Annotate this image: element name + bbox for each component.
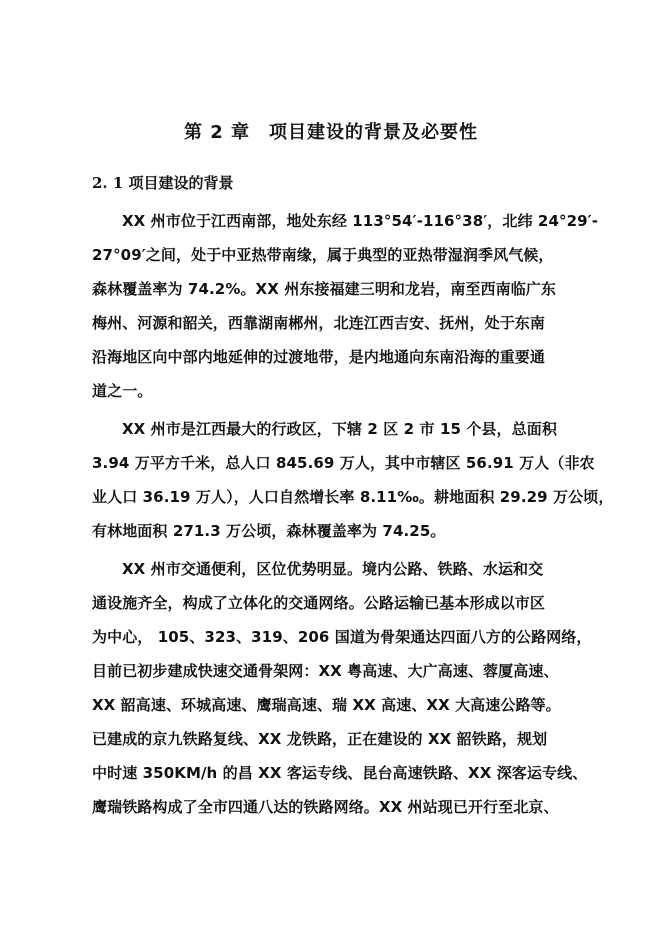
paragraph-line: 业人口 36.19 万人），人口自然增长率 8.11‰。耕地面积 29.29 万公顷，: [92, 488, 614, 506]
paragraph-line: 通设施齐全，构成了立体化的交通网络。公路运输已基本形成以市区: [92, 594, 546, 612]
paragraph-location: [92, 204, 599, 408]
paragraph-line: XX 州市位于江西南部，地处东经 113°54′-116°38′，北纬 24°29′-: [122, 212, 599, 230]
paragraph-administration: [92, 412, 614, 548]
paragraph-line: 梅州、河源和韶关，西靠湖南郴州，北连江西吉安、抚州，处于东南: [92, 314, 546, 332]
paragraph-transportation: [92, 552, 592, 824]
paragraph-line: XX 州市是江西最大的行政区，下辖 2 区 2 市 15 个县，总面积: [122, 420, 557, 438]
paragraph-line: 道之一。: [92, 382, 153, 400]
paragraph-line: XX 韶高速、环城高速、鹰瑞高速、瑞 XX 高速、XX 大高速公路等。: [92, 696, 561, 714]
paragraph-line: 森林覆盖率为 74.2%。XX 州东接福建三明和龙岩，南至西南临广东: [92, 280, 557, 298]
paragraph-line: 3.94 万平方千米，总人口 845.69 万人，其中市辖区 56.91 万人（非农: [92, 454, 595, 472]
paragraph-line: 有林地面积 271.3 万公顷，森林覆盖率为 74.25。: [92, 522, 446, 540]
chapter-title: 第 2 章 项目建设的背景及必要性: [183, 122, 479, 143]
paragraph-line: 为中心， 105、323、319、206 国道为骨架通达四面八方的公路网络，: [92, 628, 592, 646]
paragraph-line: XX 州市交通便利，区位优势明显。境内公路、铁路、水运和交: [122, 560, 544, 578]
paragraph-line: 已建成的京九铁路复线、XX 龙铁路，正在建设的 XX 韶铁路，规划: [92, 730, 548, 748]
paragraph-line: 中时速 350KM/h 的昌 XX 客运专线、昆台高速铁路、XX 深客运专线、: [92, 764, 588, 782]
paragraph-line: 沿海地区向中部内地延伸的过渡地带，是内地通向东南沿海的重要通: [92, 348, 546, 366]
paragraph-line: 27°09′之间，处于中亚热带南缘，属于典型的亚热带湿润季风气候，: [92, 246, 554, 264]
paragraph-line: 鹰瑞铁路构成了全市四通八达的铁路网络。XX 州站现已开行至北京、: [92, 798, 559, 816]
section-heading: 2. 1 项目建设的背景: [92, 174, 234, 192]
paragraph-line: 目前已初步建成快速交通骨架网：XX 粤高速、大广高速、蓉厦高速、: [92, 662, 559, 680]
